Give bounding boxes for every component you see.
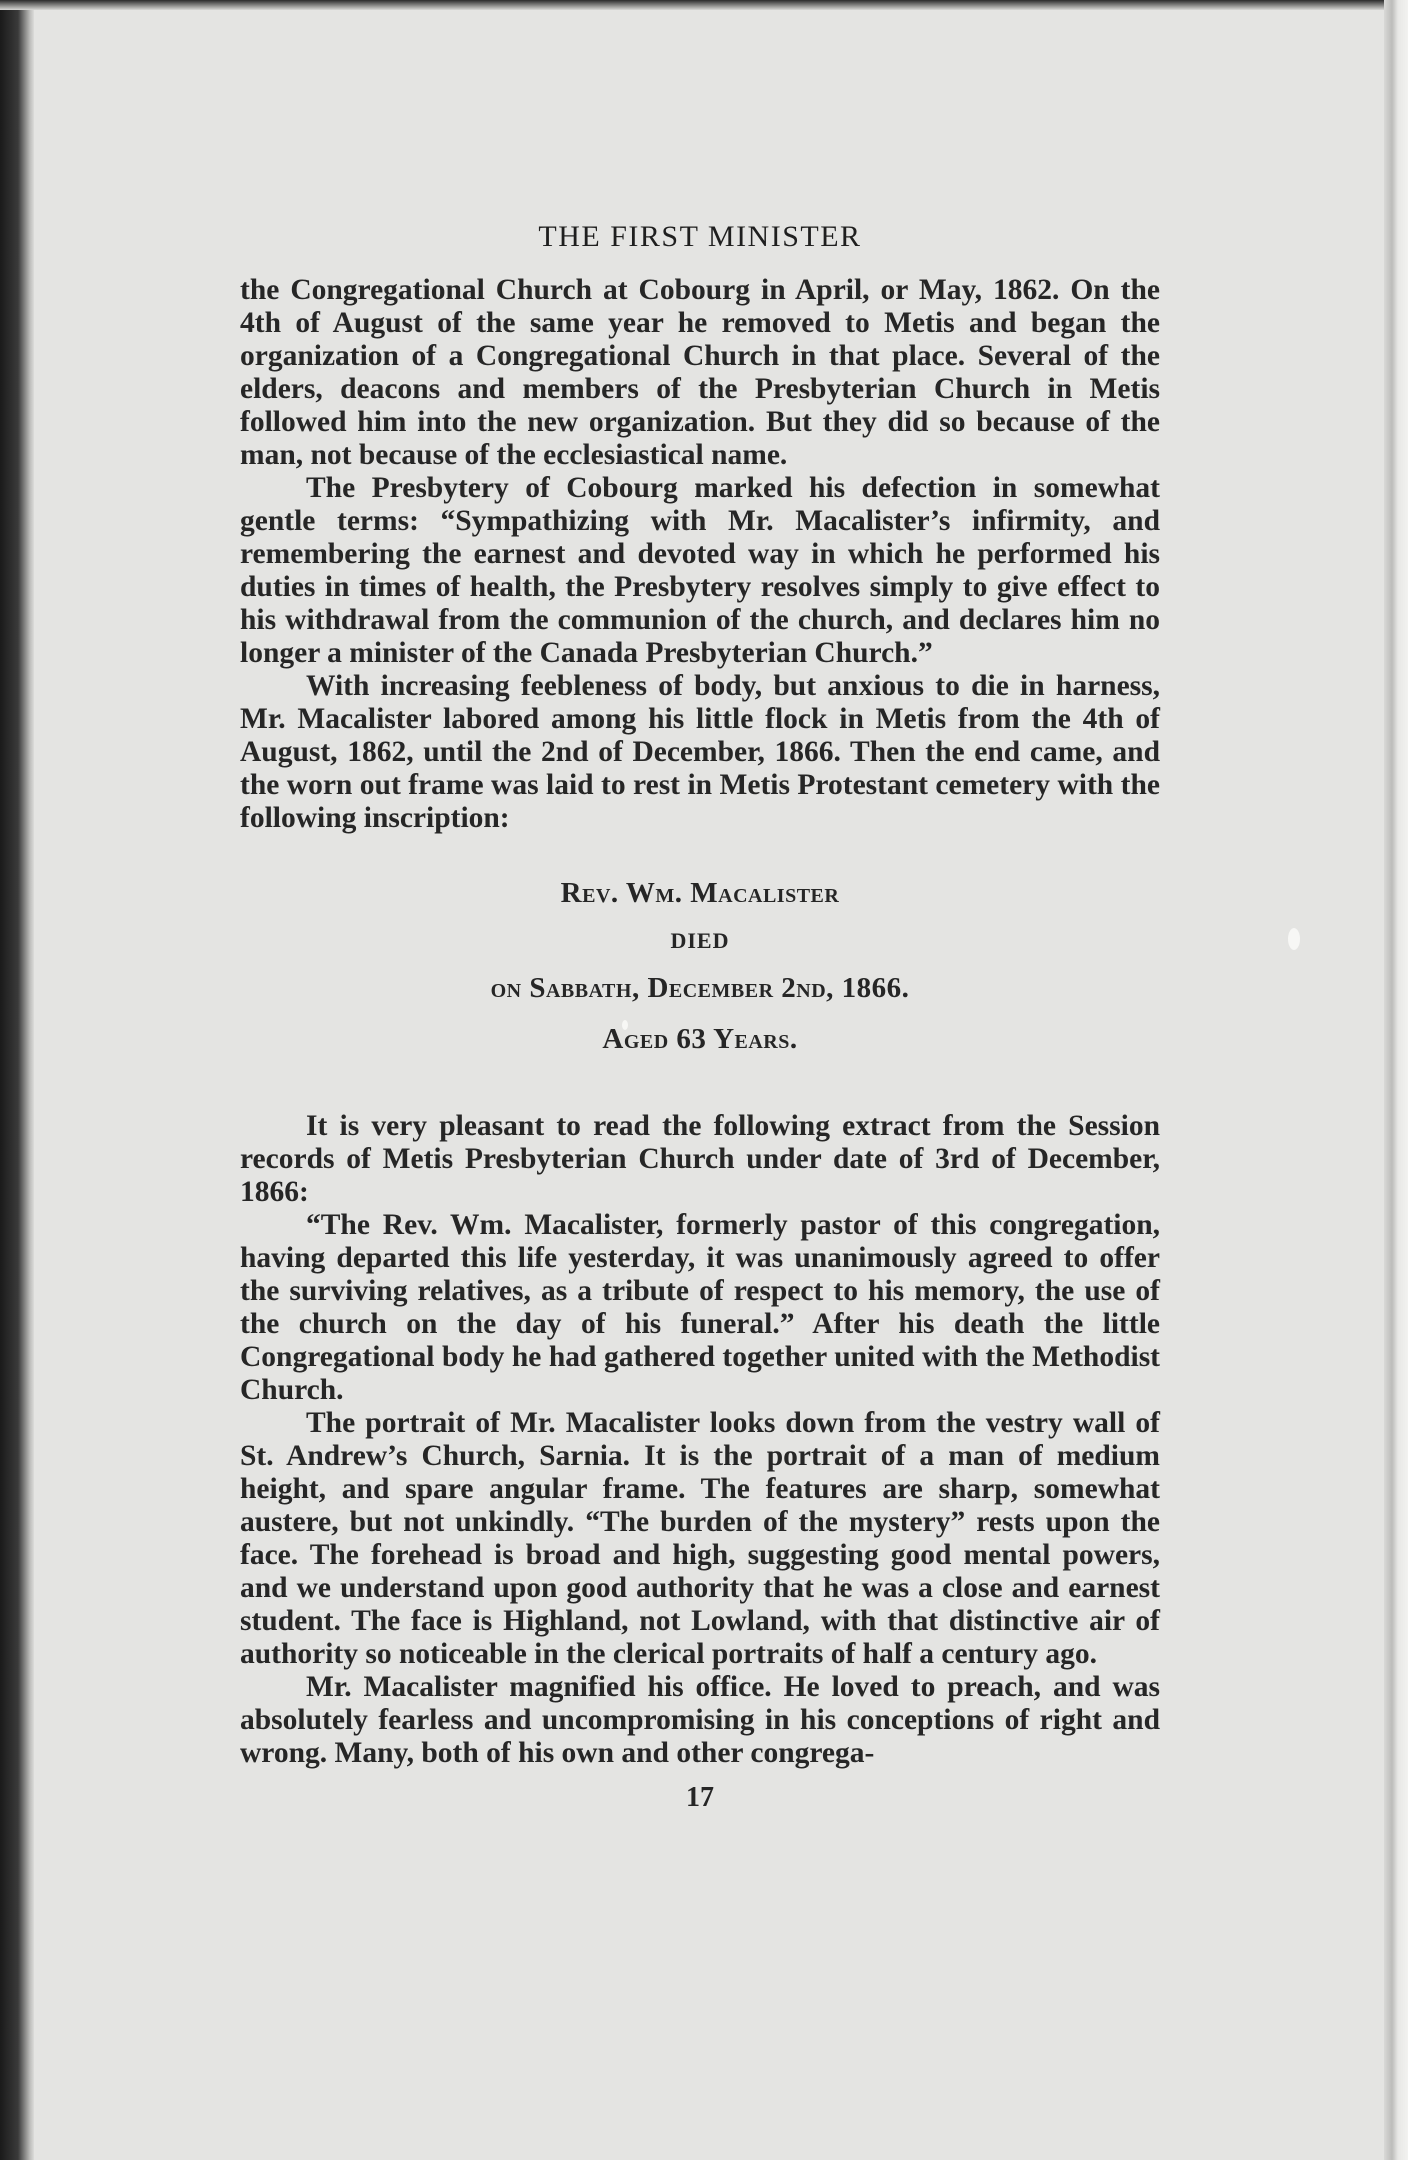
page-number: 17 <box>686 1782 714 1813</box>
paragraph-5: “The Rev. Wm. Macalister, formerly pastor of this congregation, having departed this life yesterday, it was unanimously agreed to offer the surviving relatives, as a tribute of respect to his memory, the use of the church on the day of his funeral.” After his death the little Congregational body he had gathered together united with the Methodist Church. <box>240 1209 1160 1406</box>
paragraph-7: Mr. Macalister magnified his office. He loved to preach, and was absolutely fearless and uncompromising in his conceptions of right and wrong. Many, both of his own and other congrega- <box>240 1671 1160 1769</box>
running-head: THE FIRST MINISTER <box>538 220 862 253</box>
paragraph-1: the Congregational Church at Cobourg in April, or May, 1862. On the 4th of August of the same year he removed to Metis and began the organization of a Congregational Church in that place. Several of the elders, deacons and members of the Presbyterian Church in Metis followed him into the new organization. But they did so because of the man, not because of the ecclesiastical name. <box>240 274 1160 471</box>
page-top-edge <box>0 0 1408 10</box>
inscription-date: on Sabbath, December 2nd, 1866. <box>490 972 910 1004</box>
inscription-name: Rev. Wm. Macalister <box>560 877 840 909</box>
tombstone-inscription <box>240 877 1160 1056</box>
paragraph-6: The portrait of Mr. Macalister looks down from the vestry wall of St. Andrew’s Church, Sarnia. It is the portrait of a man of medium height, and spare angular frame. The features are sharp, somewhat austere, but not unkindly. “The burden of the mystery” rests upon the face. The forehead is broad and high, suggesting good mental powers, and we understand upon good authority that he was a close and earnest student. The face is Highland, not Lowland, with that distinctive air of authority so noticeable in the clerical portraits of half a century ago. <box>240 1407 1160 1670</box>
paragraph-2: The Presbytery of Cobourg marked his defection in somewhat gentle terms: “Sympathizing with Mr. Macalister’s infirmity, and remembering the earnest and devoted way in which he performed his duties in times of health, the Presbytery resolves simply to give effect to his withdrawal from the communion of the church, and declares him no longer a minister of the Canada Presbyterian Church.” <box>240 472 1160 669</box>
page-right-edge <box>1384 0 1408 2160</box>
paragraph-3: With increasing feebleness of body, but anxious to die in harness, Mr. Macalister labored among his little flock in Metis from the 4th of August, 1862, until the 2nd of December, 1866. Then the end came, and the worn out frame was laid to rest in Metis Protestant cemetery with the following inscription: <box>240 670 1160 834</box>
scan-speck <box>1288 928 1300 950</box>
book-binding-edge <box>0 0 34 2160</box>
inscription-died: DIED <box>670 928 730 953</box>
inscription-age: Aged 63 Years. <box>602 1023 798 1055</box>
paragraph-4: It is very pleasant to read the following extract from the Session records of Metis Presbyterian Church under date of 3rd of December, 1866: <box>240 1110 1160 1208</box>
page-content <box>240 220 1160 1814</box>
